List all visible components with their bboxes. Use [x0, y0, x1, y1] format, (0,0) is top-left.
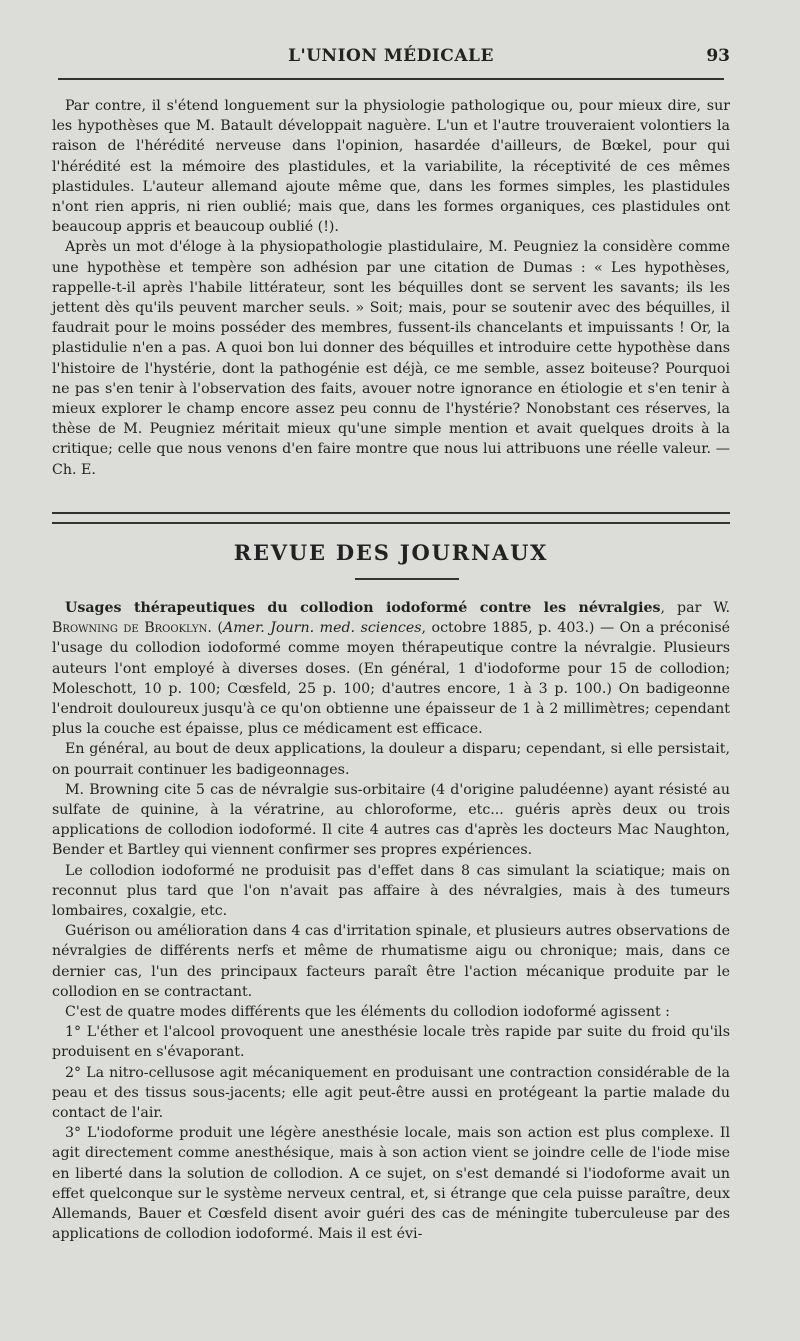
- header-rule: [58, 78, 724, 80]
- article-title: Usages thérapeutiques du collodion iodoformé contre les névralgies: [65, 600, 661, 616]
- section-title: REVUE DES JOURNAUX: [233, 540, 549, 565]
- journal-name: Amer. Journ. med. sciences: [222, 620, 422, 637]
- title-underline: [355, 578, 459, 580]
- article-author: Browning de Brooklyn: [52, 620, 208, 637]
- paragraph: En général, au bout de deux applications, la douleur a disparu; cependant, si elle persistait, on pourrait continuer les badigeonnages.: [52, 741, 730, 778]
- page-number: 93: [706, 46, 730, 66]
- page-header: [52, 46, 730, 76]
- paragraph: C'est de quatre modes différents que les éléments du collodion iodoformé agissent :: [65, 1004, 670, 1021]
- paragraph: Par contre, il s'étend longuement sur la physiologie pathologique ou, pour mieux dire, sur les hypothèses que M. Batault développait naguère. L'un et l'autre trouveraient volontiers la raison de l'hérédité nerveuse dans l'opinion, hasardée d'ailleurs, de Bœkel, pour qui l'hérédité est la mémoire des plastidules, et la variabilite, la réceptivité de ces mêmes plastidules. L'auteur allemand ajoute même que, dans les formes simples, les plastidules n'ont rien appris, ni rien oublié; mais que, dans les formes organiques, ces plastidules ont beaucoup appris et beaucoup oublié (!).: [52, 98, 730, 236]
- paragraph: Guérison ou amélioration dans 4 cas d'irritation spinale, et plusieurs autres observations de névralgies de différents nerfs et même de rhumatisme aigu ou chronique; mais, dans ce dernier cas, l'un des principaux facteurs paraît être l'action mécanique produite par le collodion en se contractant.: [52, 923, 730, 1000]
- citation-close: , octobre 1885, p. 403.): [421, 620, 595, 637]
- list-item: 2° La nitro-cellusose agit mécaniquement en produisant une contraction considérable de la peau et des tissus sous-jacents; elle agit peut-être aussi en protégeant la partie malade du contact de l'air.: [52, 1064, 730, 1122]
- review-continuation: [52, 96, 730, 480]
- section-separator: [52, 512, 730, 524]
- paragraph: Le collodion iodoformé ne produisit pas d'effet dans 8 cas simulant la sciatique; mais on reconnut plus tard que l'on n'avait pas affaire à des névralgies, mais à des tumeurs lombaires, coxalgie, etc.: [52, 862, 730, 920]
- citation-open: . (: [207, 620, 223, 637]
- list-item: 3° L'iodoforme produit une légère anesthésie locale, mais son action est plus complexe. Il agit directement comme anesthésique, mais à son action vient se joindre celle de l'iode mise en liberté dans la solution de collodion. A ce sujet, on s'est demandé si l'iodoforme avait un effet quelconque sur le système nerveux central, et, si étrange que cela puisse paraître, deux Allemands, Bauer et Cœsfeld disent avoir guéri des cas de méningite tuberculeuse par des applications de collodion iodoformé. Mais il est évi-: [52, 1125, 730, 1243]
- author-prefix: , par W.: [660, 600, 730, 616]
- article-lead-paragraph: [52, 598, 730, 739]
- lead-text: — On a préconisé l'usage du collodion iodoformé comme moyen thérapeutique contre la névralgie. Plusieurs auteurs l'ont employé à diverses doses. (En général, 1 d'iodoforme pour 15 de collodion; Moleschott, 10 p. 100; Cœsfeld, 25 p. 100; d'autres encore, 1 à 3 p. 100.) On badigeonne l'endroit douloureux jusqu'à ce qu'on obtienne une épaisseur de 1 à 2 millimètres; cependant plus la couche est épaisse, plus ce médicament est efficace.: [52, 620, 731, 738]
- paragraph: M. Browning cite 5 cas de névralgie sus-orbitaire (4 d'origine paludéenne) ayant résisté au sulfate de quinine, à la vératrine, au chloroforme, etc... guéris après deux ou trois applications de collodion iodoformé. Il cite 4 autres cas d'après les docteurs Mac Naughton, Bender et Bartley qui viennent confirmer ses propres expériences.: [52, 781, 730, 859]
- journal-review-article: [52, 598, 730, 1245]
- running-head: L'UNION MÉDICALE: [288, 46, 494, 66]
- list-item: 1° L'éther et l'alcool provoquent une anesthésie locale très rapide par suite du froid qu'ils produisent en s'évaporant.: [52, 1024, 730, 1061]
- paragraph: Après un mot d'éloge à la physiopathologie plastidulaire, M. Peugniez la considère comme une hypothèse et tempère son adhésion par une citation de Dumas : « Les hypothèses, rappelle-t-il après l'habile littérateur, sont les béquilles dont se servent les savants; ils les jettent dès qu'ils peuvent marcher seuls. » Soit; mais, pour se soutenir avec des béquilles, il faudrait pour le moins posséder des membres, fussent-ils chancelants et impuissants ! Or, la plastidulie n'en a pas. A quoi bon lui donner des béquilles et introduire cette hypothèse dans l'histoire de l'hystérie, dont la pathogénie est déjà, ce me semble, assez boiteuse? Pourquoi ne pas s'en tenir à l'observation des faits, avouer notre ignorance en étiologie et s'en tenir à mieux explorer le champ encore assez peu connu de l'hystérie? Nonobstant ces réserves, la thèse de M. Peugniez méritait mieux qu'une simple mention et avait quelques droits à la critique; celle que nous venons d'en faire montre que nous lui attribuons une réelle valeur. — Ch. E.: [52, 239, 730, 478]
